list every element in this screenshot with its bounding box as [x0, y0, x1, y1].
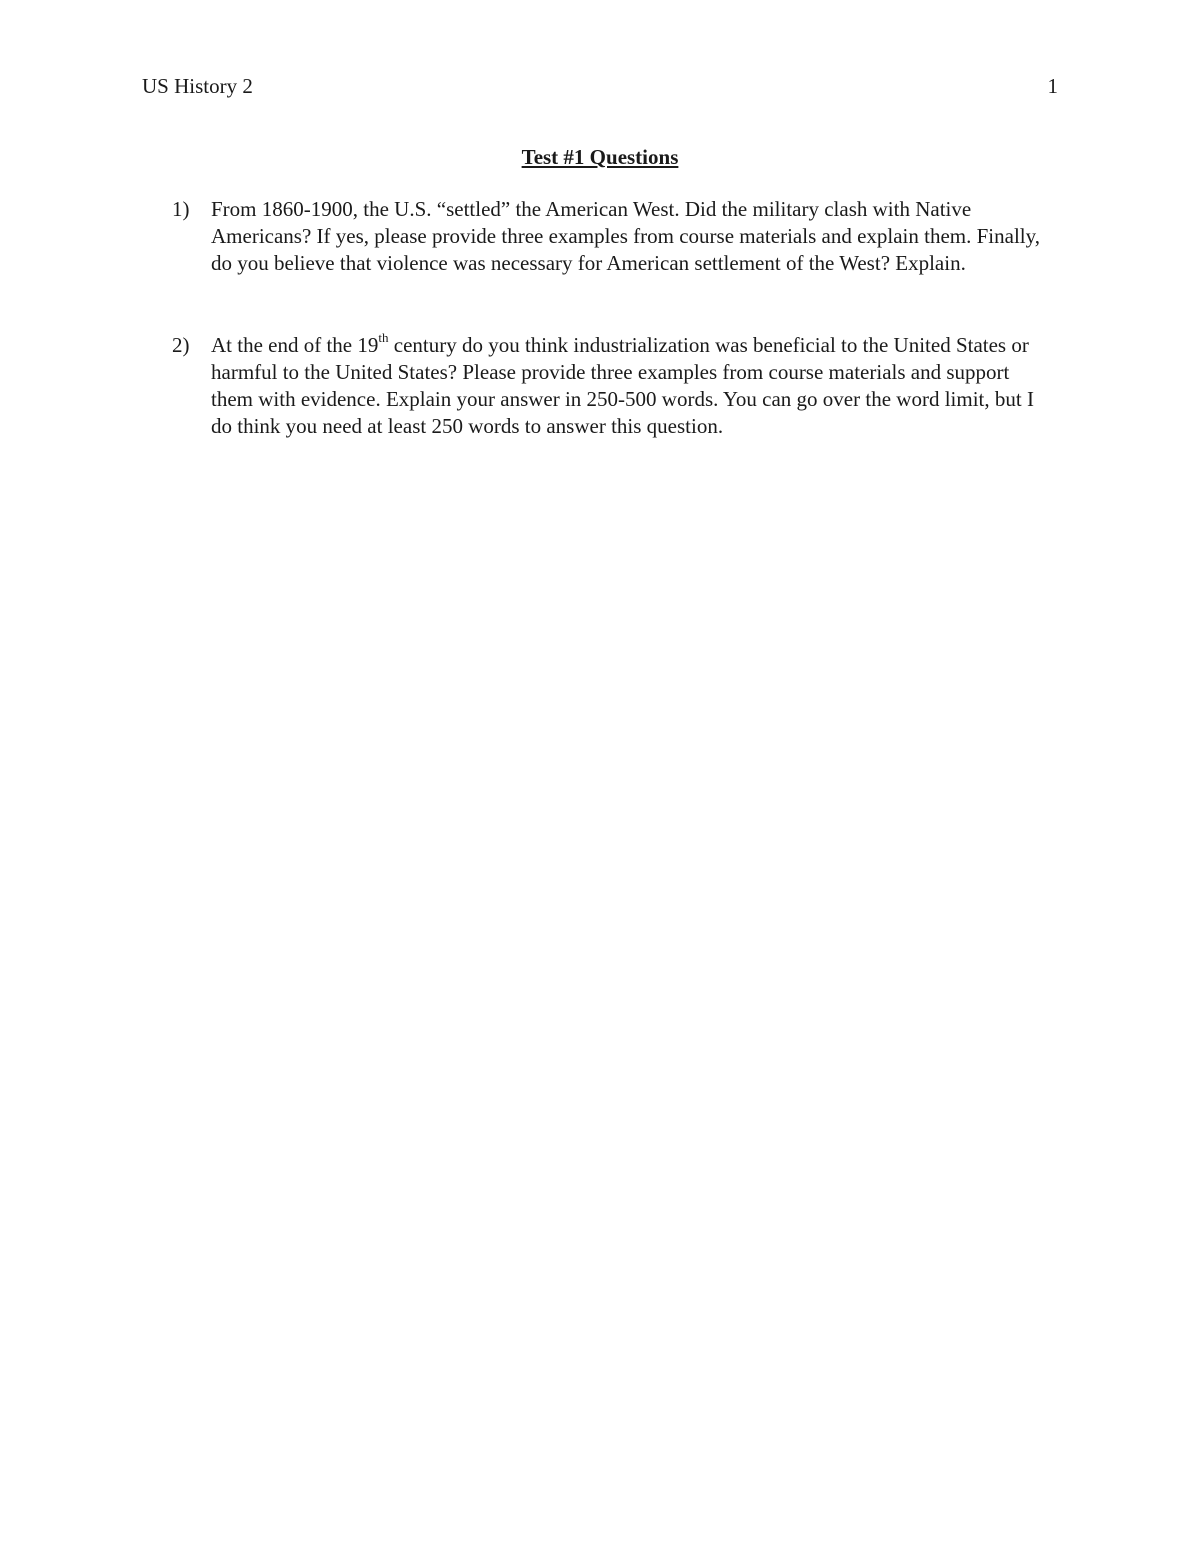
question-2-text-start: At the end of the 19 [211, 333, 379, 357]
question-2 [172, 332, 1052, 440]
question-1 [172, 196, 1052, 277]
document-title: Test #1 Questions [521, 145, 679, 169]
question-1-text: From 1860-1900, the U.S. “settled” the American West. Did the military clash with Native Americans? If yes, please provide three examples from course materials and explain them. Finally, do you believe that violence was necessary for American settlement of the West? Explain. [211, 197, 1041, 275]
question-1-number: 1) [172, 197, 190, 221]
question-2-number: 2) [172, 333, 190, 357]
question-2-superscript: th [378, 330, 389, 345]
question-2-text [211, 332, 1052, 440]
question-2-text-rest: century do you think industrialization was beneficial to the United States or harmful to the United States? Please provide three examples from course materials and support them with evidence. Explain your answer in 250-500 words. You can go over the word limit, but I do think you need at least 250 words to answer this question. [211, 333, 1034, 438]
header-page-number: 1 [1047, 74, 1058, 98]
header-course-title: US History 2 [142, 74, 253, 98]
